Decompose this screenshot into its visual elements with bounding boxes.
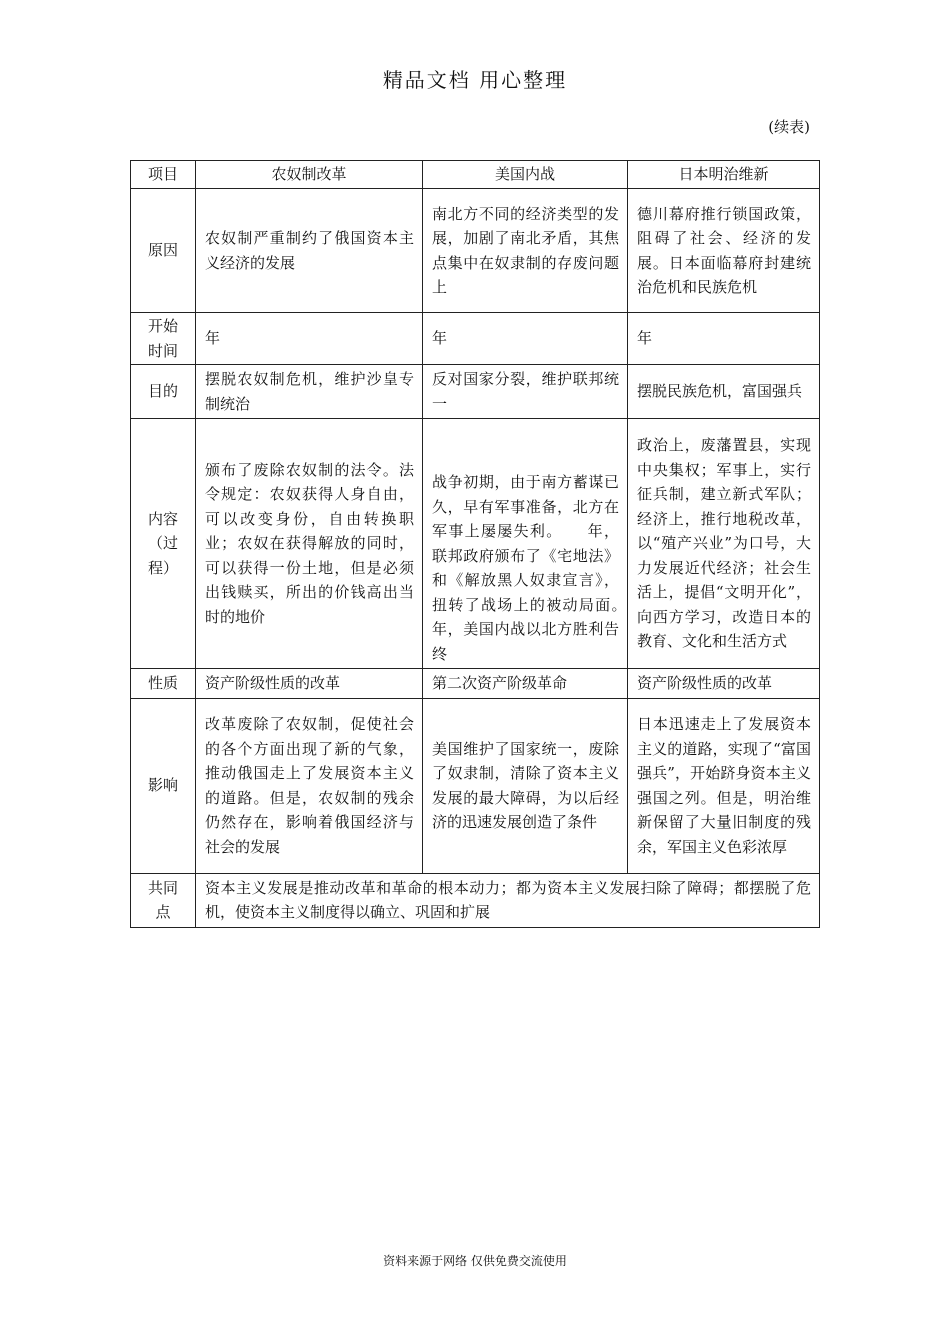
table-cell-merged: 资本主义发展是推动改革和革命的根本动力；都为资本主义发展扫除了障碍；都摆脱了危机，使资本主义制度得以确立、巩固和扩展: [196, 873, 820, 927]
header-meiji-restoration: 日本明治维新: [628, 161, 820, 189]
table-cell: 第二次资产阶级革命: [423, 669, 628, 699]
table-cell: 南北方不同的经济类型的发展，加剧了南北矛盾，其焦点集中在奴隶制的存废问题上: [423, 189, 628, 313]
header-serfdom-reform: 农奴制改革: [196, 161, 423, 189]
comparison-table: [130, 160, 820, 928]
row-label: 开始时间: [131, 313, 196, 365]
table-header-row: [131, 161, 820, 189]
table-cell: 美国维护了国家统一，废除了奴隶制，清除了资本主义发展的最大障碍，为以后经济的迅速发展创造了条件: [423, 698, 628, 873]
table-cell: 反对国家分裂，维护联邦统一: [423, 365, 628, 419]
table-cell: 颁布了废除农奴制的法令。法令规定：农奴获得人身自由，可以改变身份，自由转换职业；农奴在获得解放的同时，可以获得一份土地，但是必须出钱赎买，所出的价钱高出当时的地价: [196, 419, 423, 669]
table-row-cause: [131, 189, 820, 313]
table-row-content: [131, 419, 820, 669]
header-item: 项目: [131, 161, 196, 189]
row-label: 原因: [131, 189, 196, 313]
table-cell: 年: [628, 313, 820, 365]
table-cell: 德川幕府推行锁国政策，阻碍了社会、经济的发展。日本面临幕府封建统治危机和民族危机: [628, 189, 820, 313]
table-cell: 年: [196, 313, 423, 365]
page-header-title: 精品文档 用心整理: [382, 68, 568, 92]
continued-label: (续表): [768, 118, 810, 136]
row-label: 共同点: [131, 873, 196, 927]
table-row-impact: [131, 698, 820, 873]
table-cell: 资产阶级性质的改革: [196, 669, 423, 699]
table-cell: 改革废除了农奴制，促使社会的各个方面出现了新的气象，推动俄国走上了发展资本主义的道路。但是，农奴制的残余仍然存在，影响着俄国经济与社会的发展: [196, 698, 423, 873]
header-american-civil-war: 美国内战: [423, 161, 628, 189]
row-label: 影响: [131, 698, 196, 873]
table-row-start-time: [131, 313, 820, 365]
table-cell: 资产阶级性质的改革: [628, 669, 820, 699]
table-row-purpose: [131, 365, 820, 419]
page-footer: 资料来源于网络 仅供免费交流使用: [383, 1254, 567, 1268]
table-row-common-points: [131, 873, 820, 927]
table-cell: 摆脱民族危机，富国强兵: [628, 365, 820, 419]
table-cell: 日本迅速走上了发展资本主义的道路，实现了“富国强兵”，开始跻身资本主义强国之列。但是，明治维新保留了大量旧制度的残余，军国主义色彩浓厚: [628, 698, 820, 873]
row-label: 性质: [131, 669, 196, 699]
table-cell: 摆脱农奴制危机，维护沙皇专制统治: [196, 365, 423, 419]
table-row-nature: [131, 669, 820, 699]
table-cell: 农奴制严重制约了俄国资本主义经济的发展: [196, 189, 423, 313]
row-label: 内容（过程）: [131, 419, 196, 669]
table-cell: 年: [423, 313, 628, 365]
table-cell: 战争初期，由于南方蓄谋已久，早有军事准备，北方在军事上屡屡失利。 年，联邦政府颁布了《宅地法》和《解放黑人奴隶宣言》，扭转了战场上的被动局面。 年，美国内战以北方胜利告终: [423, 419, 628, 669]
table-cell: 政治上，废藩置县，实现中央集权；军事上，实行征兵制，建立新式军队；经济上，推行地税改革，以“殖产兴业”为口号，大力发展近代经济；社会生活上，提倡“文明开化”，向西方学习，改造日本的教育、文化和生活方式: [628, 419, 820, 669]
row-label: 目的: [131, 365, 196, 419]
